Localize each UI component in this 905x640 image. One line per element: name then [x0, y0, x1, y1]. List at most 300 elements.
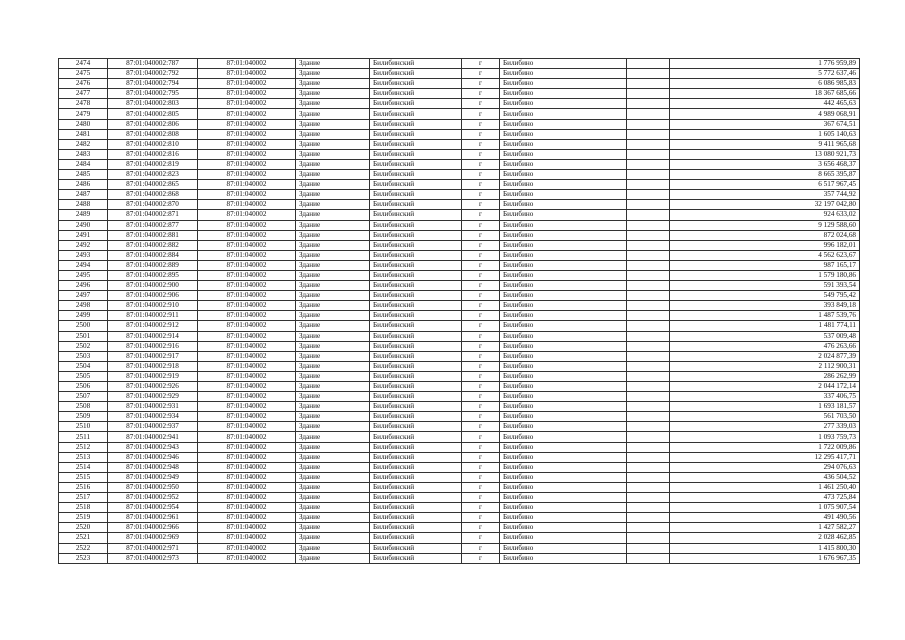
- object-type-cell: Здание: [296, 119, 370, 129]
- cadastral-value-cell: 393 849,18: [670, 301, 860, 311]
- cadastral-number-cell: 87:01:040002:971: [108, 543, 198, 553]
- table-row: [59, 281, 860, 291]
- cadastral-value-cell: 2 028 462,85: [670, 533, 860, 543]
- empty-cell: [627, 210, 670, 220]
- object-type-cell: Здание: [296, 89, 370, 99]
- empty-cell: [627, 89, 670, 99]
- row-number-cell: 2520: [59, 523, 108, 533]
- cadastral-number-cell: 87:01:040002:900: [108, 281, 198, 291]
- row-number-cell: 2497: [59, 291, 108, 301]
- object-type-cell: Здание: [296, 170, 370, 180]
- cadastral-quarter-cell: 87:01:040002: [198, 462, 296, 472]
- cadastral-quarter-cell: 87:01:040002: [198, 230, 296, 240]
- cadastral-quarter-cell: 87:01:040002: [198, 190, 296, 200]
- row-number-cell: 2521: [59, 533, 108, 543]
- cadastral-quarter-cell: 87:01:040002: [198, 200, 296, 210]
- cadastral-value-cell: 1 461 250,40: [670, 482, 860, 492]
- cadastral-value-cell: 537 009,48: [670, 331, 860, 341]
- cadastral-number-cell: 87:01:040002:871: [108, 210, 198, 220]
- settlement-name-cell: Билибино: [500, 472, 627, 482]
- cadastral-value-cell: 491 490,56: [670, 513, 860, 523]
- district-cell: Билибинский: [370, 412, 462, 422]
- table-row: [59, 331, 860, 341]
- row-number-cell: 2511: [59, 432, 108, 442]
- settlement-type-cell: г: [462, 190, 500, 200]
- cadastral-number-cell: 87:01:040002:917: [108, 351, 198, 361]
- cadastral-number-cell: 87:01:040002:929: [108, 392, 198, 402]
- cadastral-value-cell: 9 411 965,68: [670, 139, 860, 149]
- district-cell: Билибинский: [370, 422, 462, 432]
- object-type-cell: Здание: [296, 361, 370, 371]
- object-type-cell: Здание: [296, 503, 370, 513]
- row-number-cell: 2506: [59, 382, 108, 392]
- empty-cell: [627, 159, 670, 169]
- cadastral-value-cell: 1 722 009,86: [670, 442, 860, 452]
- cadastral-number-cell: 87:01:040002:823: [108, 170, 198, 180]
- cadastral-quarter-cell: 87:01:040002: [198, 210, 296, 220]
- empty-cell: [627, 442, 670, 452]
- cadastral-value-cell: 277 339,03: [670, 422, 860, 432]
- object-type-cell: Здание: [296, 472, 370, 482]
- empty-cell: [627, 482, 670, 492]
- row-number-cell: 2500: [59, 321, 108, 331]
- settlement-name-cell: Билибино: [500, 341, 627, 351]
- district-cell: Билибинский: [370, 139, 462, 149]
- settlement-type-cell: г: [462, 382, 500, 392]
- cadastral-quarter-cell: 87:01:040002: [198, 149, 296, 159]
- table-row: [59, 139, 860, 149]
- cadastral-quarter-cell: 87:01:040002: [198, 503, 296, 513]
- settlement-name-cell: Билибино: [500, 230, 627, 240]
- cadastral-value-cell: 996 182,01: [670, 240, 860, 250]
- cadastral-quarter-cell: 87:01:040002: [198, 250, 296, 260]
- district-cell: Билибинский: [370, 230, 462, 240]
- district-cell: Билибинский: [370, 270, 462, 280]
- settlement-name-cell: Билибино: [500, 442, 627, 452]
- district-cell: Билибинский: [370, 250, 462, 260]
- cadastral-number-cell: 87:01:040002:934: [108, 412, 198, 422]
- row-number-cell: 2479: [59, 109, 108, 119]
- settlement-type-cell: г: [462, 452, 500, 462]
- object-type-cell: Здание: [296, 200, 370, 210]
- settlement-name-cell: Билибино: [500, 503, 627, 513]
- cadastral-value-cell: 5 772 637,46: [670, 69, 860, 79]
- settlement-name-cell: Билибино: [500, 392, 627, 402]
- cadastral-value-cell: 1 481 774,11: [670, 321, 860, 331]
- district-cell: Билибинский: [370, 523, 462, 533]
- empty-cell: [627, 240, 670, 250]
- district-cell: Билибинский: [370, 331, 462, 341]
- object-type-cell: Здание: [296, 331, 370, 341]
- district-cell: Билибинский: [370, 129, 462, 139]
- table-row: [59, 361, 860, 371]
- table-row: [59, 220, 860, 230]
- settlement-type-cell: г: [462, 281, 500, 291]
- table-row: [59, 422, 860, 432]
- cadastral-value-cell: 987 165,17: [670, 260, 860, 270]
- cadastral-quarter-cell: 87:01:040002: [198, 523, 296, 533]
- cadastral-quarter-cell: 87:01:040002: [198, 442, 296, 452]
- settlement-name-cell: Билибино: [500, 371, 627, 381]
- empty-cell: [627, 250, 670, 260]
- table-row: [59, 260, 860, 270]
- district-cell: Билибинский: [370, 361, 462, 371]
- cadastral-quarter-cell: 87:01:040002: [198, 543, 296, 553]
- row-number-cell: 2505: [59, 371, 108, 381]
- empty-cell: [627, 523, 670, 533]
- cadastral-number-cell: 87:01:040002:808: [108, 129, 198, 139]
- object-type-cell: Здание: [296, 341, 370, 351]
- settlement-name-cell: Билибино: [500, 149, 627, 159]
- empty-cell: [627, 543, 670, 553]
- cadastral-number-cell: 87:01:040002:973: [108, 553, 198, 563]
- empty-cell: [627, 230, 670, 240]
- row-number-cell: 2522: [59, 543, 108, 553]
- table-row: [59, 382, 860, 392]
- row-number-cell: 2486: [59, 180, 108, 190]
- empty-cell: [627, 553, 670, 563]
- object-type-cell: Здание: [296, 422, 370, 432]
- object-type-cell: Здание: [296, 109, 370, 119]
- cadastral-number-cell: 87:01:040002:952: [108, 493, 198, 503]
- cadastral-value-cell: 286 262,99: [670, 371, 860, 381]
- cadastral-number-cell: 87:01:040002:961: [108, 513, 198, 523]
- table-row: [59, 553, 860, 563]
- district-cell: Билибинский: [370, 482, 462, 492]
- object-type-cell: Здание: [296, 210, 370, 220]
- row-number-cell: 2502: [59, 341, 108, 351]
- cadastral-value-cell: 32 197 042,80: [670, 200, 860, 210]
- table-row: [59, 291, 860, 301]
- cadastral-number-cell: 87:01:040002:792: [108, 69, 198, 79]
- cadastral-number-cell: 87:01:040002:926: [108, 382, 198, 392]
- settlement-type-cell: г: [462, 250, 500, 260]
- cadastral-quarter-cell: 87:01:040002: [198, 513, 296, 523]
- row-number-cell: 2492: [59, 240, 108, 250]
- settlement-name-cell: Билибино: [500, 452, 627, 462]
- row-number-cell: 2523: [59, 553, 108, 563]
- row-number-cell: 2512: [59, 442, 108, 452]
- table-row: [59, 533, 860, 543]
- settlement-type-cell: г: [462, 79, 500, 89]
- table-row: [59, 301, 860, 311]
- cadastral-quarter-cell: 87:01:040002: [198, 482, 296, 492]
- empty-cell: [627, 533, 670, 543]
- row-number-cell: 2480: [59, 119, 108, 129]
- cadastral-number-cell: 87:01:040002:948: [108, 462, 198, 472]
- settlement-name-cell: Билибино: [500, 382, 627, 392]
- cadastral-value-cell: 1 487 539,76: [670, 311, 860, 321]
- settlement-name-cell: Билибино: [500, 331, 627, 341]
- empty-cell: [627, 109, 670, 119]
- row-number-cell: 2510: [59, 422, 108, 432]
- settlement-name-cell: Билибино: [500, 482, 627, 492]
- cadastral-quarter-cell: 87:01:040002: [198, 139, 296, 149]
- district-cell: Билибинский: [370, 513, 462, 523]
- cadastral-quarter-cell: 87:01:040002: [198, 402, 296, 412]
- empty-cell: [627, 351, 670, 361]
- table-row: [59, 270, 860, 280]
- settlement-name-cell: Билибино: [500, 79, 627, 89]
- cadastral-value-cell: 337 406,75: [670, 392, 860, 402]
- object-type-cell: Здание: [296, 462, 370, 472]
- table-row: [59, 79, 860, 89]
- settlement-name-cell: Билибино: [500, 89, 627, 99]
- empty-cell: [627, 79, 670, 89]
- district-cell: Билибинский: [370, 89, 462, 99]
- cadastral-number-cell: 87:01:040002:919: [108, 371, 198, 381]
- cadastral-quarter-cell: 87:01:040002: [198, 119, 296, 129]
- district-cell: Билибинский: [370, 452, 462, 462]
- district-cell: Билибинский: [370, 321, 462, 331]
- settlement-type-cell: г: [462, 442, 500, 452]
- object-type-cell: Здание: [296, 543, 370, 553]
- table-row: [59, 432, 860, 442]
- cadastral-number-cell: 87:01:040002:810: [108, 139, 198, 149]
- settlement-type-cell: г: [462, 462, 500, 472]
- settlement-name-cell: Билибино: [500, 240, 627, 250]
- district-cell: Билибинский: [370, 109, 462, 119]
- empty-cell: [627, 139, 670, 149]
- empty-cell: [627, 341, 670, 351]
- object-type-cell: Здание: [296, 250, 370, 260]
- cadastral-value-cell: 8 665 395,87: [670, 170, 860, 180]
- cadastral-quarter-cell: 87:01:040002: [198, 270, 296, 280]
- cadastral-number-cell: 87:01:040002:805: [108, 109, 198, 119]
- settlement-name-cell: Билибино: [500, 139, 627, 149]
- cadastral-value-cell: 436 504,52: [670, 472, 860, 482]
- district-cell: Билибинский: [370, 220, 462, 230]
- table-row: [59, 230, 860, 240]
- object-type-cell: Здание: [296, 432, 370, 442]
- settlement-type-cell: г: [462, 412, 500, 422]
- row-number-cell: 2484: [59, 159, 108, 169]
- settlement-name-cell: Билибино: [500, 69, 627, 79]
- settlement-type-cell: г: [462, 240, 500, 250]
- table-row: [59, 523, 860, 533]
- empty-cell: [627, 503, 670, 513]
- object-type-cell: Здание: [296, 553, 370, 563]
- settlement-type-cell: г: [462, 149, 500, 159]
- district-cell: Билибинский: [370, 260, 462, 270]
- cadastral-number-cell: 87:01:040002:941: [108, 432, 198, 442]
- table-row: [59, 159, 860, 169]
- cadastral-quarter-cell: 87:01:040002: [198, 382, 296, 392]
- settlement-type-cell: г: [462, 432, 500, 442]
- settlement-name-cell: Билибино: [500, 170, 627, 180]
- table-row: [59, 321, 860, 331]
- cadastral-quarter-cell: 87:01:040002: [198, 422, 296, 432]
- cadastral-quarter-cell: 87:01:040002: [198, 281, 296, 291]
- district-cell: Билибинский: [370, 200, 462, 210]
- table-row: [59, 180, 860, 190]
- settlement-name-cell: Билибино: [500, 291, 627, 301]
- empty-cell: [627, 281, 670, 291]
- empty-cell: [627, 220, 670, 230]
- table-row: [59, 119, 860, 129]
- district-cell: Билибинский: [370, 240, 462, 250]
- cadastral-value-cell: 2 044 172,14: [670, 382, 860, 392]
- settlement-type-cell: г: [462, 180, 500, 190]
- district-cell: Билибинский: [370, 351, 462, 361]
- settlement-name-cell: Билибино: [500, 129, 627, 139]
- object-type-cell: Здание: [296, 230, 370, 240]
- cadastral-number-cell: 87:01:040002:870: [108, 200, 198, 210]
- object-type-cell: Здание: [296, 240, 370, 250]
- settlement-name-cell: Билибино: [500, 270, 627, 280]
- cadastral-number-cell: 87:01:040002:912: [108, 321, 198, 331]
- district-cell: Билибинский: [370, 59, 462, 69]
- cadastral-number-cell: 87:01:040002:969: [108, 533, 198, 543]
- cadastral-number-cell: 87:01:040002:819: [108, 159, 198, 169]
- settlement-type-cell: г: [462, 543, 500, 553]
- district-cell: Билибинский: [370, 291, 462, 301]
- cadastral-value-cell: 357 744,92: [670, 190, 860, 200]
- settlement-name-cell: Билибино: [500, 180, 627, 190]
- settlement-name-cell: Билибино: [500, 260, 627, 270]
- cadastral-number-cell: 87:01:040002:816: [108, 149, 198, 159]
- district-cell: Билибинский: [370, 301, 462, 311]
- empty-cell: [627, 59, 670, 69]
- row-number-cell: 2507: [59, 392, 108, 402]
- row-number-cell: 2482: [59, 139, 108, 149]
- cadastral-value-cell: 442 465,63: [670, 99, 860, 109]
- empty-cell: [627, 180, 670, 190]
- district-cell: Билибинский: [370, 553, 462, 563]
- district-cell: Билибинский: [370, 210, 462, 220]
- settlement-type-cell: г: [462, 331, 500, 341]
- object-type-cell: Здание: [296, 149, 370, 159]
- cadastral-quarter-cell: 87:01:040002: [198, 472, 296, 482]
- settlement-type-cell: г: [462, 361, 500, 371]
- empty-cell: [627, 382, 670, 392]
- cadastral-number-cell: 87:01:040002:946: [108, 452, 198, 462]
- settlement-type-cell: г: [462, 170, 500, 180]
- cadastral-quarter-cell: 87:01:040002: [198, 159, 296, 169]
- cadastral-number-cell: 87:01:040002:877: [108, 220, 198, 230]
- settlement-type-cell: г: [462, 523, 500, 533]
- district-cell: Билибинский: [370, 281, 462, 291]
- settlement-name-cell: Билибино: [500, 493, 627, 503]
- district-cell: Билибинский: [370, 442, 462, 452]
- cadastral-value-cell: 6 086 985,83: [670, 79, 860, 89]
- table-row: [59, 351, 860, 361]
- cadastral-quarter-cell: 87:01:040002: [198, 371, 296, 381]
- empty-cell: [627, 472, 670, 482]
- cadastral-number-cell: 87:01:040002:943: [108, 442, 198, 452]
- settlement-type-cell: г: [462, 533, 500, 543]
- empty-cell: [627, 69, 670, 79]
- table-row: [59, 109, 860, 119]
- settlement-type-cell: г: [462, 139, 500, 149]
- district-cell: Билибинский: [370, 190, 462, 200]
- district-cell: Билибинский: [370, 159, 462, 169]
- table-row: [59, 392, 860, 402]
- row-number-cell: 2499: [59, 311, 108, 321]
- settlement-type-cell: г: [462, 472, 500, 482]
- empty-cell: [627, 291, 670, 301]
- row-number-cell: 2508: [59, 402, 108, 412]
- settlement-type-cell: г: [462, 210, 500, 220]
- object-type-cell: Здание: [296, 159, 370, 169]
- district-cell: Билибинский: [370, 432, 462, 442]
- district-cell: Билибинский: [370, 99, 462, 109]
- settlement-name-cell: Билибино: [500, 422, 627, 432]
- object-type-cell: Здание: [296, 533, 370, 543]
- object-type-cell: Здание: [296, 139, 370, 149]
- cadastral-number-cell: 87:01:040002:868: [108, 190, 198, 200]
- table-row: [59, 493, 860, 503]
- cadastral-value-cell: 294 076,63: [670, 462, 860, 472]
- district-cell: Билибинский: [370, 170, 462, 180]
- cadastral-number-cell: 87:01:040002:889: [108, 260, 198, 270]
- settlement-name-cell: Билибино: [500, 361, 627, 371]
- empty-cell: [627, 190, 670, 200]
- empty-cell: [627, 99, 670, 109]
- object-type-cell: Здание: [296, 129, 370, 139]
- object-type-cell: Здание: [296, 523, 370, 533]
- table-row: [59, 129, 860, 139]
- object-type-cell: Здание: [296, 382, 370, 392]
- row-number-cell: 2475: [59, 69, 108, 79]
- cadastral-number-cell: 87:01:040002:966: [108, 523, 198, 533]
- object-type-cell: Здание: [296, 79, 370, 89]
- empty-cell: [627, 392, 670, 402]
- row-number-cell: 2489: [59, 210, 108, 220]
- settlement-type-cell: г: [462, 220, 500, 230]
- cadastral-quarter-cell: 87:01:040002: [198, 99, 296, 109]
- cadastral-value-cell: 1 093 759,73: [670, 432, 860, 442]
- cadastral-quarter-cell: 87:01:040002: [198, 361, 296, 371]
- cadastral-number-cell: 87:01:040002:950: [108, 482, 198, 492]
- cadastral-value-cell: 2 112 900,31: [670, 361, 860, 371]
- cadastral-number-cell: 87:01:040002:914: [108, 331, 198, 341]
- empty-cell: [627, 200, 670, 210]
- object-type-cell: Здание: [296, 452, 370, 462]
- settlement-type-cell: г: [462, 553, 500, 563]
- settlement-type-cell: г: [462, 402, 500, 412]
- cadastral-value-cell: 4 989 068,91: [670, 109, 860, 119]
- settlement-type-cell: г: [462, 109, 500, 119]
- row-number-cell: 2516: [59, 482, 108, 492]
- cadastral-value-cell: 18 367 685,66: [670, 89, 860, 99]
- cadastral-value-cell: 2 024 877,39: [670, 351, 860, 361]
- table-row: [59, 341, 860, 351]
- settlement-type-cell: г: [462, 230, 500, 240]
- cadastral-value-table: [58, 58, 860, 564]
- settlement-name-cell: Билибино: [500, 351, 627, 361]
- settlement-name-cell: Билибино: [500, 200, 627, 210]
- table-row: [59, 149, 860, 159]
- cadastral-quarter-cell: 87:01:040002: [198, 452, 296, 462]
- cadastral-quarter-cell: 87:01:040002: [198, 553, 296, 563]
- row-number-cell: 2501: [59, 331, 108, 341]
- empty-cell: [627, 311, 670, 321]
- settlement-type-cell: г: [462, 311, 500, 321]
- empty-cell: [627, 432, 670, 442]
- settlement-name-cell: Билибино: [500, 553, 627, 563]
- table-row: [59, 59, 860, 69]
- settlement-name-cell: Билибино: [500, 462, 627, 472]
- cadastral-value-cell: 549 795,42: [670, 291, 860, 301]
- cadastral-value-cell: 924 633,02: [670, 210, 860, 220]
- cadastral-value-cell: 1 605 140,63: [670, 129, 860, 139]
- cadastral-quarter-cell: 87:01:040002: [198, 311, 296, 321]
- cadastral-value-cell: 1 415 800,30: [670, 543, 860, 553]
- table-row: [59, 210, 860, 220]
- empty-cell: [627, 412, 670, 422]
- cadastral-quarter-cell: 87:01:040002: [198, 291, 296, 301]
